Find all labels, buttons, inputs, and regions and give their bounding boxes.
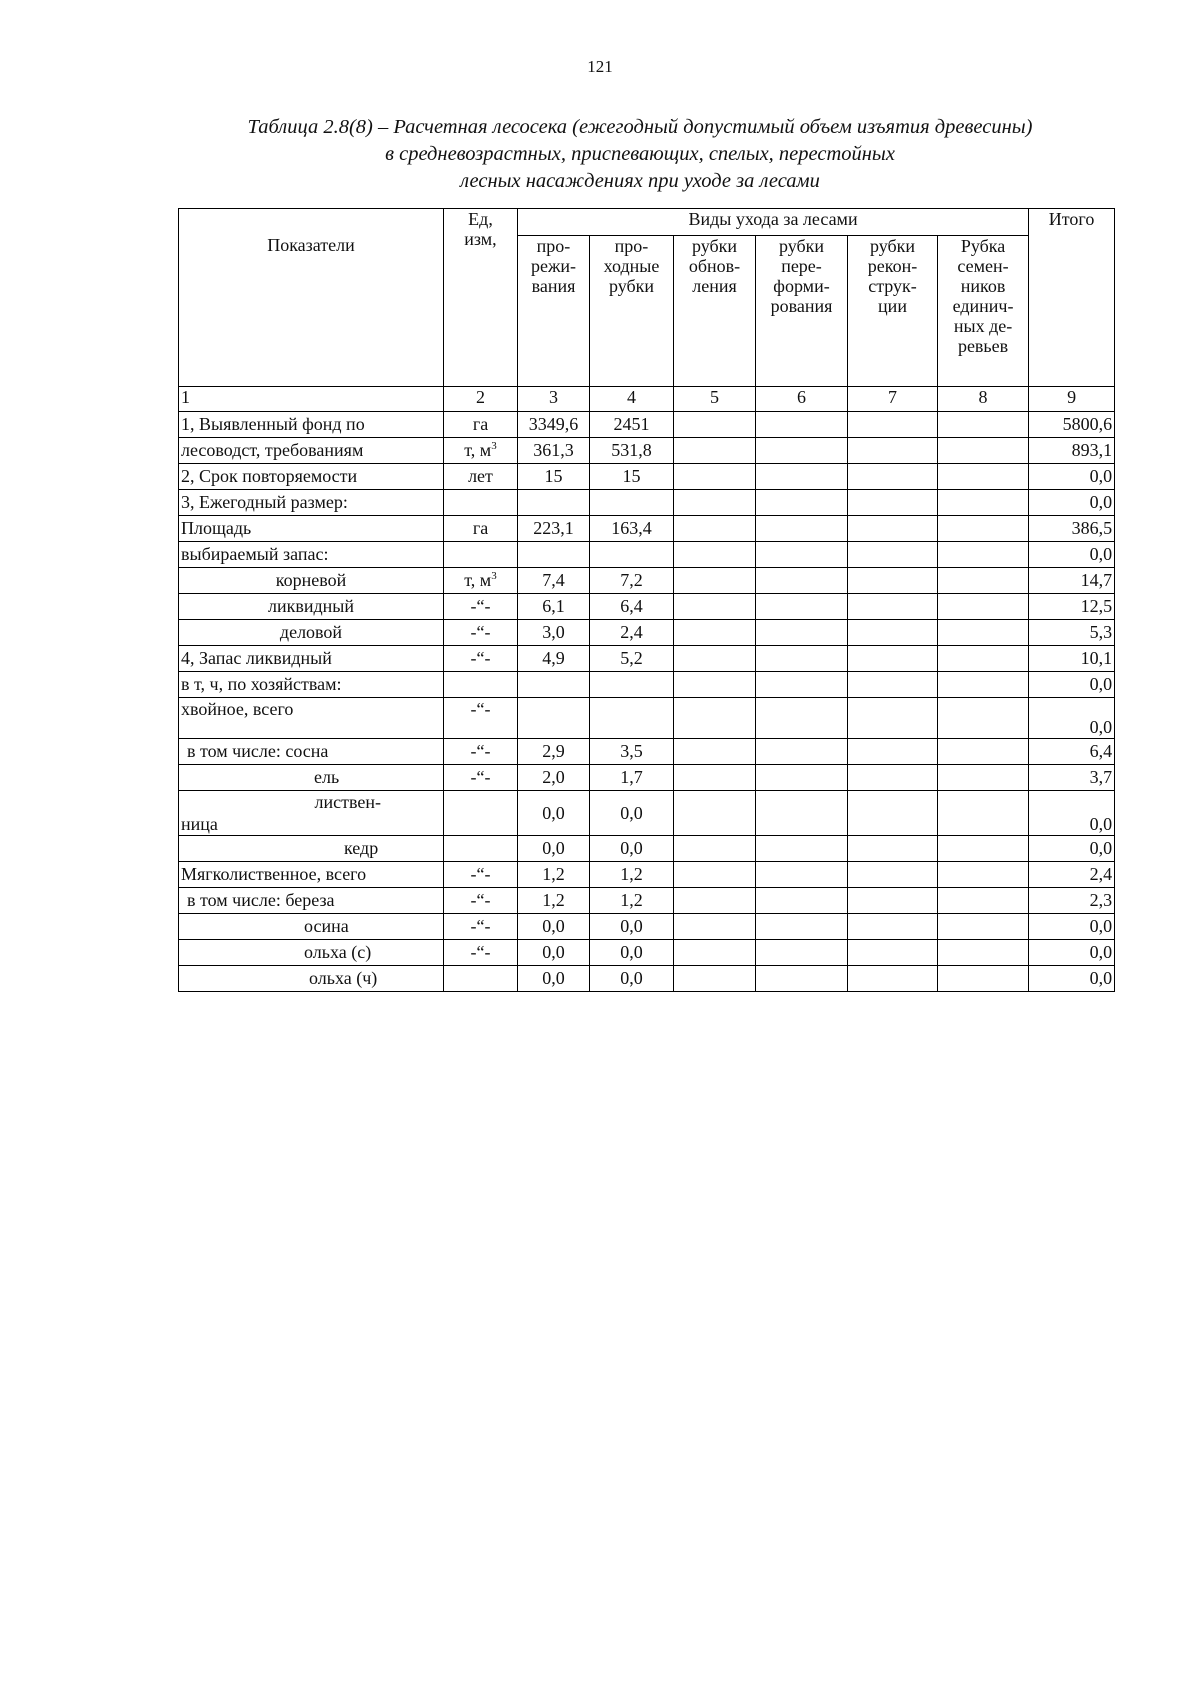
cell-col-3: 361,3	[518, 438, 590, 464]
cell-col-4	[590, 490, 674, 516]
cell-col-6	[756, 914, 848, 940]
cell-col-3: 0,0	[518, 914, 590, 940]
unit-text: -“-	[470, 699, 491, 719]
row-unit	[444, 791, 518, 836]
row-indicator: Мягколиственное, всего	[179, 862, 444, 888]
cell-col-6	[756, 620, 848, 646]
cell-col-5	[674, 940, 756, 966]
cell-col-8	[938, 438, 1029, 464]
cell-col-3: 3,0	[518, 620, 590, 646]
table-row	[179, 966, 1115, 992]
row-unit	[444, 914, 518, 940]
cell-col-6	[756, 568, 848, 594]
row-unit	[444, 412, 518, 438]
cell-col-8	[938, 594, 1029, 620]
unit-superscript: 3	[491, 440, 497, 452]
cell-col-8	[938, 568, 1029, 594]
unit-text: -“-	[470, 942, 491, 962]
row-indicator: в т, ч, по хозяйствам:	[179, 672, 444, 698]
cell-col-5	[674, 888, 756, 914]
caption-line-3: лесных насаждениях при уходе за лесами	[460, 170, 820, 192]
cell-col-4	[590, 698, 674, 739]
indicator-line: ница	[181, 814, 218, 834]
cell-col-3: 223,1	[518, 516, 590, 542]
cell-col-9: 5,3	[1029, 620, 1115, 646]
row-unit	[444, 698, 518, 739]
cell-col-7	[848, 542, 938, 568]
unit-text: -“-	[470, 767, 491, 787]
cell-col-7	[848, 739, 938, 765]
row-indicator: 2, Срок повторяемости	[179, 464, 444, 490]
cell-col-3: 2,9	[518, 739, 590, 765]
cell-col-5	[674, 620, 756, 646]
cell-col-7	[848, 862, 938, 888]
row-unit	[444, 568, 518, 594]
cell-col-4: 2451	[590, 412, 674, 438]
header-line: Рубка	[960, 236, 1006, 256]
row-unit	[444, 739, 518, 765]
unit-text: -“-	[470, 622, 491, 642]
row-indicator: осина	[179, 914, 444, 940]
cell-col-8	[938, 914, 1029, 940]
cell-col-8	[938, 765, 1029, 791]
cell-col-9: 0,0	[1029, 914, 1115, 940]
header-line: про-	[614, 236, 649, 256]
table-row	[179, 568, 1115, 594]
cell-col-3: 0,0	[518, 791, 590, 836]
row-unit	[444, 438, 518, 464]
cell-col-4: 0,0	[590, 836, 674, 862]
cell-col-3	[518, 542, 590, 568]
row-unit	[444, 646, 518, 672]
unit-text: т, м	[464, 570, 492, 590]
header-line: ников	[960, 276, 1006, 296]
cell-col-6	[756, 490, 848, 516]
caption-line-2: в средневозрастных, приспевающих, спелых, перестойных	[385, 143, 895, 165]
table-row	[179, 516, 1115, 542]
cell-col-9: 0,0	[1029, 672, 1115, 698]
table-caption	[150, 114, 1130, 195]
row-unit	[444, 620, 518, 646]
row-indicator: ольха (с)	[179, 940, 444, 966]
cell-col-3: 15	[518, 464, 590, 490]
header-line: ных де-	[953, 316, 1013, 336]
header-care-types: Виды ухода за лесами	[518, 209, 1029, 236]
cell-col-3: 1,2	[518, 862, 590, 888]
header-care-type-4	[756, 236, 848, 387]
cell-col-7	[848, 412, 938, 438]
row-unit	[444, 836, 518, 862]
cell-col-8	[938, 888, 1029, 914]
header-line: рубки	[608, 276, 655, 296]
row-indicator: кедр	[179, 836, 444, 862]
unit-superscript: 3	[491, 570, 497, 582]
header-line: струк-	[868, 276, 917, 296]
row-indicator: ель	[179, 765, 444, 791]
cell-col-7	[848, 966, 938, 992]
cell-col-8	[938, 646, 1029, 672]
table-row	[179, 698, 1115, 739]
row-unit	[444, 862, 518, 888]
column-number-2: 2	[444, 387, 518, 412]
cell-col-6	[756, 739, 848, 765]
page-number: 121	[587, 57, 613, 76]
cell-col-4: 1,2	[590, 888, 674, 914]
cell-col-9: 6,4	[1029, 739, 1115, 765]
cell-col-8	[938, 516, 1029, 542]
row-indicator: ликвидный	[179, 594, 444, 620]
cell-col-4: 163,4	[590, 516, 674, 542]
cell-col-7	[848, 836, 938, 862]
cell-col-7	[848, 672, 938, 698]
cell-col-6	[756, 862, 848, 888]
cell-col-8	[938, 739, 1029, 765]
cell-col-6	[756, 464, 848, 490]
cell-col-7	[848, 646, 938, 672]
cell-col-7	[848, 940, 938, 966]
row-indicator: хвойное, всего	[179, 698, 444, 739]
cell-col-5	[674, 438, 756, 464]
logging-quota-table	[178, 208, 1115, 992]
unit-text: га	[472, 518, 489, 538]
row-indicator: Площадь	[179, 516, 444, 542]
header-line: обнов-	[688, 256, 741, 276]
cell-col-7	[848, 568, 938, 594]
cell-col-4: 15	[590, 464, 674, 490]
row-indicator: 1, Выявленный фонд по	[179, 412, 444, 438]
header-line: режи-	[530, 256, 577, 276]
unit-text: -“-	[470, 596, 491, 616]
cell-col-7	[848, 914, 938, 940]
row-indicator: ольха (ч)	[179, 966, 444, 992]
header-line: рования	[770, 296, 833, 316]
cell-col-3: 2,0	[518, 765, 590, 791]
table-row	[179, 542, 1115, 568]
cell-col-9: 0,0	[1029, 490, 1115, 516]
row-indicator: корневой	[179, 568, 444, 594]
cell-col-9: 5800,6	[1029, 412, 1115, 438]
header-line: ления	[692, 276, 737, 296]
unit-text: га	[472, 414, 489, 434]
column-number-1: 1	[179, 387, 444, 412]
table-row	[179, 464, 1115, 490]
cell-col-9: 0,0	[1029, 836, 1115, 862]
row-unit	[444, 490, 518, 516]
row-unit	[444, 542, 518, 568]
cell-col-9: 3,7	[1029, 765, 1115, 791]
cell-col-8	[938, 862, 1029, 888]
cell-col-6	[756, 966, 848, 992]
cell-col-7	[848, 464, 938, 490]
cell-col-4: 2,4	[590, 620, 674, 646]
cell-col-9: 14,7	[1029, 568, 1115, 594]
column-number-9: 9	[1029, 387, 1115, 412]
row-unit	[444, 888, 518, 914]
row-unit	[444, 940, 518, 966]
cell-col-9: 0,0	[1029, 698, 1115, 739]
cell-col-9: 386,5	[1029, 516, 1115, 542]
cell-col-5	[674, 672, 756, 698]
cell-col-4: 5,2	[590, 646, 674, 672]
cell-col-6	[756, 698, 848, 739]
row-indicator: выбираемый запас:	[179, 542, 444, 568]
header-line: ревьев	[957, 336, 1009, 356]
cell-col-5	[674, 594, 756, 620]
cell-col-4	[590, 672, 674, 698]
cell-col-9: 0,0	[1029, 464, 1115, 490]
cell-col-9: 0,0	[1029, 940, 1115, 966]
cell-col-6	[756, 672, 848, 698]
cell-col-3: 6,1	[518, 594, 590, 620]
row-unit	[444, 516, 518, 542]
cell-col-5	[674, 836, 756, 862]
cell-col-8	[938, 490, 1029, 516]
row-indicator: 4, Запас ликвидный	[179, 646, 444, 672]
header-line: рекон-	[867, 256, 918, 276]
cell-col-5	[674, 739, 756, 765]
row-unit	[444, 464, 518, 490]
column-number-8: 8	[938, 387, 1029, 412]
header-line: семен-	[957, 256, 1009, 276]
cell-col-6	[756, 646, 848, 672]
cell-col-6	[756, 940, 848, 966]
cell-col-4: 0,0	[590, 791, 674, 836]
cell-col-8	[938, 620, 1029, 646]
cell-col-6	[756, 836, 848, 862]
cell-col-7	[848, 594, 938, 620]
unit-text: -“-	[470, 890, 491, 910]
header-care-type-6	[938, 236, 1029, 387]
unit-text: лет	[468, 466, 493, 486]
unit-text: -“-	[470, 648, 491, 668]
cell-col-7	[848, 765, 938, 791]
header-care-type-1	[518, 236, 590, 387]
column-number-4: 4	[590, 387, 674, 412]
row-unit	[444, 966, 518, 992]
caption-line-1: Таблица 2.8(8) – Расчетная лесосека (ежегодный допустимый объем изъятия древесины)	[247, 116, 1033, 138]
column-number-5: 5	[674, 387, 756, 412]
unit-text: -“-	[470, 916, 491, 936]
header-care-type-2	[590, 236, 674, 387]
table-row	[179, 765, 1115, 791]
cell-col-7	[848, 516, 938, 542]
header-line: пере-	[781, 256, 822, 276]
cell-col-3: 7,4	[518, 568, 590, 594]
cell-col-6	[756, 412, 848, 438]
row-indicator: в том числе: сосна	[179, 739, 444, 765]
cell-col-7	[848, 620, 938, 646]
cell-col-6	[756, 765, 848, 791]
header-line: ходные	[603, 256, 660, 276]
header-line: единич-	[952, 296, 1014, 316]
table-row	[179, 862, 1115, 888]
row-unit	[444, 594, 518, 620]
cell-col-3: 1,2	[518, 888, 590, 914]
cell-col-8	[938, 542, 1029, 568]
cell-col-4: 0,0	[590, 966, 674, 992]
cell-col-9: 0,0	[1029, 791, 1115, 836]
column-number-7: 7	[848, 387, 938, 412]
cell-col-4: 0,0	[590, 940, 674, 966]
header-line: рубки	[691, 236, 738, 256]
cell-col-9: 10,1	[1029, 646, 1115, 672]
cell-col-6	[756, 516, 848, 542]
cell-col-5	[674, 862, 756, 888]
cell-col-4	[590, 542, 674, 568]
cell-col-5	[674, 698, 756, 739]
column-number-3: 3	[518, 387, 590, 412]
table-row	[179, 646, 1115, 672]
cell-col-5	[674, 568, 756, 594]
cell-col-8	[938, 412, 1029, 438]
cell-col-8	[938, 672, 1029, 698]
table-row	[179, 940, 1115, 966]
cell-col-4: 0,0	[590, 914, 674, 940]
cell-col-5	[674, 412, 756, 438]
cell-col-3: 0,0	[518, 836, 590, 862]
cell-col-3	[518, 490, 590, 516]
header-line: рубки	[869, 236, 916, 256]
cell-col-5	[674, 646, 756, 672]
header-care-type-5	[848, 236, 938, 387]
cell-col-5	[674, 765, 756, 791]
cell-col-3	[518, 698, 590, 739]
table-row	[179, 914, 1115, 940]
column-number-6: 6	[756, 387, 848, 412]
cell-col-5	[674, 791, 756, 836]
table-row	[179, 412, 1115, 438]
cell-col-8	[938, 940, 1029, 966]
cell-col-8	[938, 698, 1029, 739]
table-row	[179, 888, 1115, 914]
cell-col-4: 531,8	[590, 438, 674, 464]
cell-col-6	[756, 791, 848, 836]
header-line: про-	[536, 236, 571, 256]
cell-col-4: 7,2	[590, 568, 674, 594]
cell-col-6	[756, 888, 848, 914]
cell-col-4: 1,7	[590, 765, 674, 791]
table-row	[179, 594, 1115, 620]
cell-col-9: 2,3	[1029, 888, 1115, 914]
table-row	[179, 739, 1115, 765]
cell-col-5	[674, 464, 756, 490]
cell-col-8	[938, 464, 1029, 490]
table-row	[179, 620, 1115, 646]
unit-text: -“-	[470, 864, 491, 884]
header-indicators: Показатели	[179, 209, 444, 387]
table-row	[179, 791, 1115, 836]
header-total: Итого	[1029, 209, 1115, 387]
table-row	[179, 836, 1115, 862]
cell-col-3: 0,0	[518, 940, 590, 966]
cell-col-6	[756, 594, 848, 620]
header-unit: Ед, изм,	[444, 209, 518, 387]
unit-text: т, м	[464, 440, 492, 460]
cell-col-4: 1,2	[590, 862, 674, 888]
cell-col-7	[848, 888, 938, 914]
cell-col-9: 2,4	[1029, 862, 1115, 888]
header-line: ции	[878, 296, 907, 316]
cell-col-9: 893,1	[1029, 438, 1115, 464]
cell-col-6	[756, 438, 848, 464]
cell-col-5	[674, 966, 756, 992]
cell-col-9: 0,0	[1029, 966, 1115, 992]
cell-col-5	[674, 490, 756, 516]
cell-col-7	[848, 490, 938, 516]
row-indicator: деловой	[179, 620, 444, 646]
cell-col-9: 0,0	[1029, 542, 1115, 568]
cell-col-8	[938, 836, 1029, 862]
table-row	[179, 672, 1115, 698]
unit-text: -“-	[470, 741, 491, 761]
cell-col-5	[674, 914, 756, 940]
cell-col-6	[756, 542, 848, 568]
cell-col-7	[848, 438, 938, 464]
cell-col-4: 6,4	[590, 594, 674, 620]
indicator-line: листвен-	[314, 792, 381, 812]
row-indicator: лесоводст, требованиям	[179, 438, 444, 464]
cell-col-9: 12,5	[1029, 594, 1115, 620]
header-line: форми-	[773, 276, 830, 296]
header-line: вания	[531, 276, 576, 296]
row-indicator: 3, Ежегодный размер:	[179, 490, 444, 516]
row-unit	[444, 765, 518, 791]
cell-col-3: 3349,6	[518, 412, 590, 438]
cell-col-5	[674, 542, 756, 568]
cell-col-3	[518, 672, 590, 698]
cell-col-3: 4,9	[518, 646, 590, 672]
header-line: рубки	[778, 236, 825, 256]
cell-col-3: 0,0	[518, 966, 590, 992]
row-indicator	[179, 791, 444, 836]
table-row	[179, 438, 1115, 464]
cell-col-4: 3,5	[590, 739, 674, 765]
cell-col-5	[674, 516, 756, 542]
header-care-type-3	[674, 236, 756, 387]
table-row	[179, 490, 1115, 516]
cell-col-7	[848, 698, 938, 739]
cell-col-8	[938, 791, 1029, 836]
cell-col-7	[848, 791, 938, 836]
row-unit	[444, 672, 518, 698]
cell-col-8	[938, 966, 1029, 992]
row-indicator: в том числе: береза	[179, 888, 444, 914]
